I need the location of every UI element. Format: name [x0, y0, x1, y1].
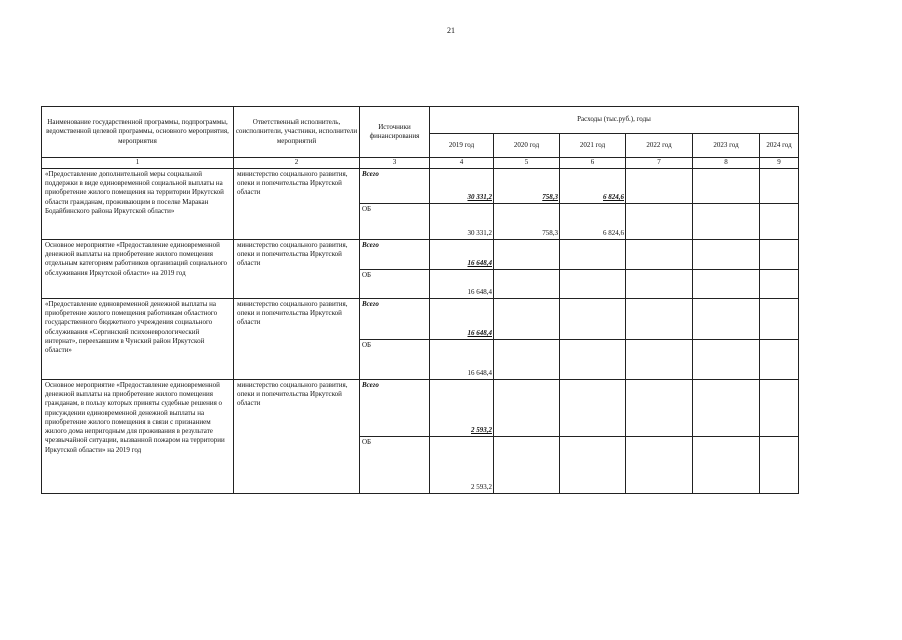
- column-number: 5: [494, 158, 560, 169]
- value-cell: [693, 169, 760, 204]
- value-cell: 30 331,2: [430, 169, 494, 204]
- value-cell: [693, 340, 760, 380]
- value-cell: [626, 340, 693, 380]
- value-cell: [494, 437, 560, 494]
- table-row: [42, 240, 799, 270]
- header-expenses: Расходы (тыс.руб.), годы: [430, 107, 799, 134]
- value-cell: [494, 240, 560, 270]
- column-number: 1: [42, 158, 234, 169]
- header-year: 2023 год: [693, 134, 760, 158]
- table-row: [42, 299, 799, 340]
- measure-executor: министерство социального развития, опеки и попечительства Иркутской области: [234, 240, 360, 299]
- column-number: 9: [760, 158, 799, 169]
- source-total: Всего: [360, 299, 430, 340]
- source-ob: ОБ: [360, 437, 430, 494]
- header-year: 2019 год: [430, 134, 494, 158]
- value-cell: [693, 270, 760, 299]
- value-cell: [626, 204, 693, 240]
- measure-name: Основное мероприятие «Предоставление единовременной денежной выплаты на приобретение жилого помещения гражданам, в пользу которых приняты судебные решения о присуждении единовременной денежной выплаты на приобретение жилого помещения в связи с признанием жилого дома непригодным для проживания в результате чрезвычайной ситуации, вызванной пожаром на территории Иркутской области» на 2019 год: [42, 380, 234, 494]
- column-numbers-row: [42, 158, 799, 169]
- value-cell: 2 593,2: [430, 437, 494, 494]
- source-ob: ОБ: [360, 270, 430, 299]
- value-cell: 16 648,4: [430, 270, 494, 299]
- value-cell: [560, 380, 626, 437]
- value-cell: [693, 437, 760, 494]
- header-year: 2020 год: [494, 134, 560, 158]
- value-cell: 6 824,6: [560, 169, 626, 204]
- value-cell: [626, 380, 693, 437]
- column-number: 3: [360, 158, 430, 169]
- value-cell: 758,3: [494, 204, 560, 240]
- column-number: 4: [430, 158, 494, 169]
- value-cell: [693, 204, 760, 240]
- source-total: Всего: [360, 169, 430, 204]
- value-cell: [760, 299, 799, 340]
- value-cell: 16 648,4: [430, 340, 494, 380]
- value-cell: [560, 240, 626, 270]
- value-cell: [560, 270, 626, 299]
- measure-name: «Предоставление единовременной денежной выплаты на приобретение жилого помещения работникам областного государственного бюджетного учреждения социального обслуживания «Сергинский психоневрологический интернат», переехавшим в Чунский район Иркутской области»: [42, 299, 234, 380]
- source-total: Всего: [360, 240, 430, 270]
- value-cell: [760, 270, 799, 299]
- page-number: 21: [447, 26, 455, 35]
- value-cell: [626, 299, 693, 340]
- value-cell: [560, 299, 626, 340]
- value-cell: [760, 204, 799, 240]
- column-number: 6: [560, 158, 626, 169]
- value-cell: 16 648,4: [430, 299, 494, 340]
- column-number: 2: [234, 158, 360, 169]
- measure-executor: министерство социального развития, опеки и попечительства Иркутской области: [234, 169, 360, 240]
- source-total: Всего: [360, 380, 430, 437]
- value-cell: [494, 270, 560, 299]
- value-cell: [760, 340, 799, 380]
- value-cell: [626, 437, 693, 494]
- source-ob: ОБ: [360, 340, 430, 380]
- value-cell: [693, 299, 760, 340]
- header-year: 2022 год: [626, 134, 693, 158]
- measure-executor: министерство социального развития, опеки и попечительства Иркутской области: [234, 380, 360, 494]
- value-cell: 6 824,6: [560, 204, 626, 240]
- value-cell: [626, 240, 693, 270]
- value-cell: [494, 299, 560, 340]
- value-cell: [693, 380, 760, 437]
- measure-name: «Предоставление дополнительной меры социальной поддержки в виде единовременной социальной выплаты на приобретение жилого помещения на территории Иркутской области гражданам, проживающим в поселке Маракан Бодайбинского района Иркутской области»: [42, 169, 234, 240]
- table-row: [42, 169, 799, 204]
- column-number: 7: [626, 158, 693, 169]
- expenses-table: [41, 106, 799, 494]
- value-cell: 16 648,4: [430, 240, 494, 270]
- value-cell: [494, 380, 560, 437]
- value-cell: 30 331,2: [430, 204, 494, 240]
- measure-name: Основное мероприятие «Предоставление единовременной денежной выплаты на приобретение жилого помещения отдельным категориям работников организаций социального обслуживания Иркутской области» на 2019 год: [42, 240, 234, 299]
- value-cell: [760, 380, 799, 437]
- value-cell: [760, 240, 799, 270]
- header-year: 2021 год: [560, 134, 626, 158]
- value-cell: [494, 340, 560, 380]
- value-cell: [626, 270, 693, 299]
- header-name-column: Наименование государственной программы, подпрограммы, ведомственной целевой программы, основного мероприятия, мероприятия: [42, 107, 234, 158]
- value-cell: [560, 437, 626, 494]
- measure-executor: министерство социального развития, опеки и попечительства Иркутской области: [234, 299, 360, 380]
- value-cell: [760, 169, 799, 204]
- header-year: 2024 год: [760, 134, 799, 158]
- value-cell: 2 593,2: [430, 380, 494, 437]
- value-cell: [760, 437, 799, 494]
- value-cell: [560, 340, 626, 380]
- value-cell: 758,3: [494, 169, 560, 204]
- header-executor-column: Ответственный исполнитель, соисполнители, участники, исполнители мероприятий: [234, 107, 360, 158]
- header-source-column: Источники финансирования: [360, 107, 430, 158]
- source-ob: ОБ: [360, 204, 430, 240]
- table-row: [42, 380, 799, 437]
- column-number: 8: [693, 158, 760, 169]
- value-cell: [693, 240, 760, 270]
- value-cell: [626, 169, 693, 204]
